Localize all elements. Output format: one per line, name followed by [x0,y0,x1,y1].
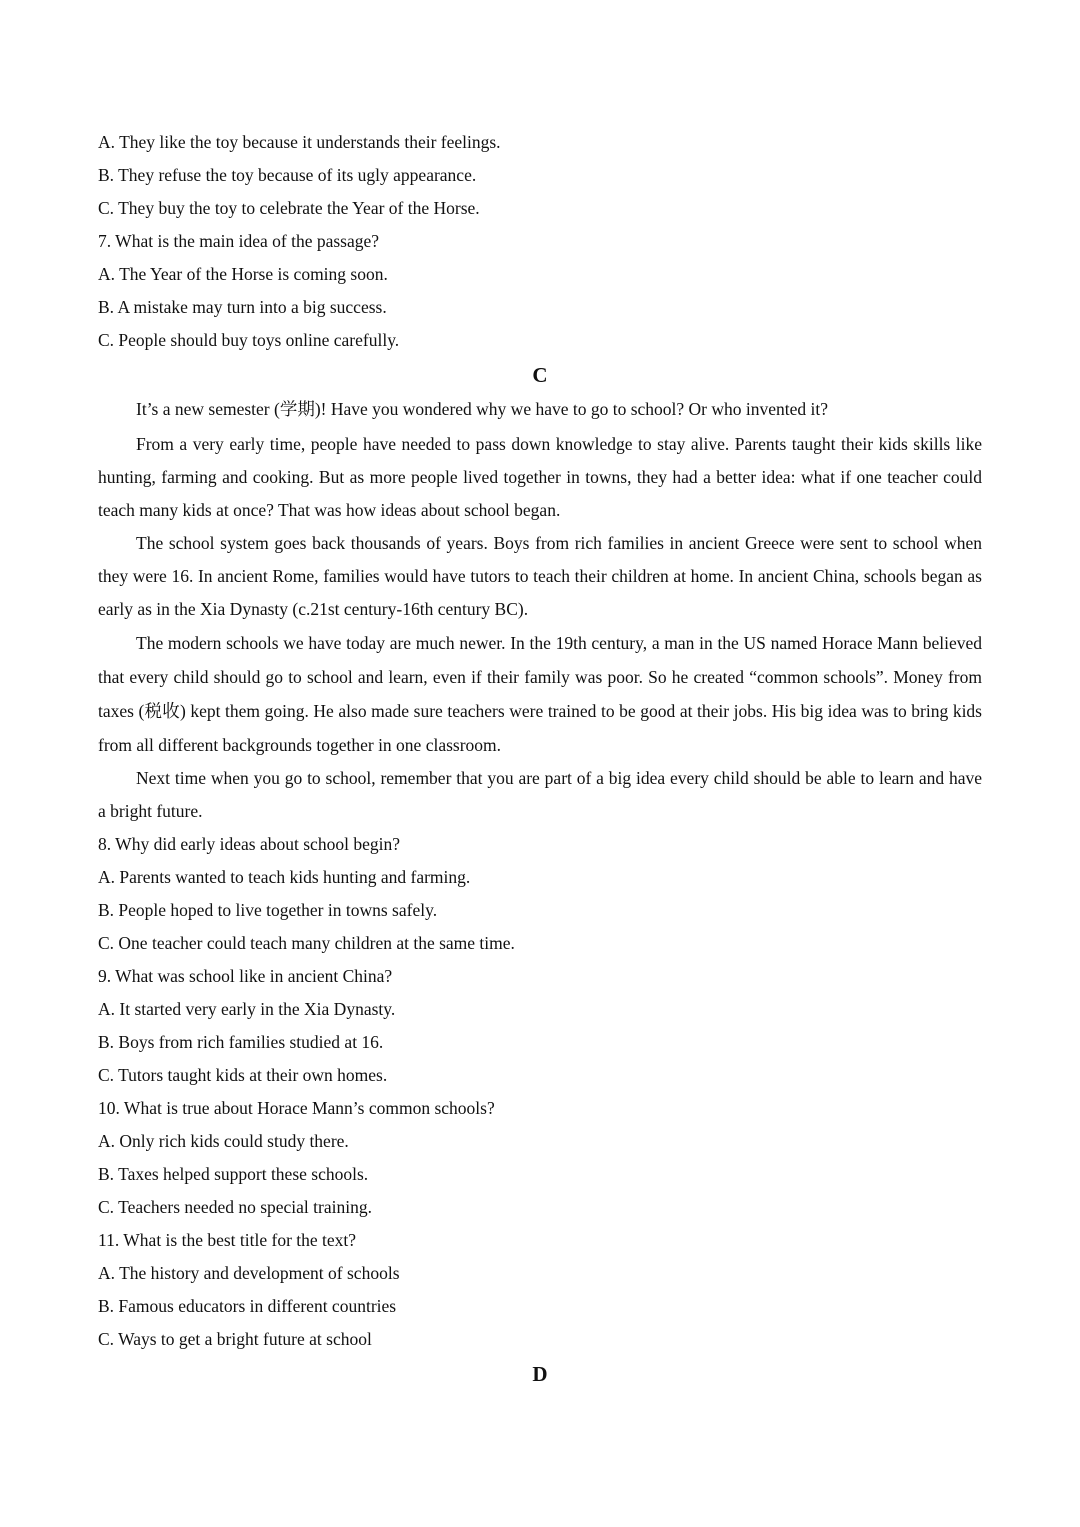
q9-option-a: A. It started very early in the Xia Dynasty. [98,999,396,1019]
q10-option-c: C. Teachers needed no special training. [98,1197,372,1217]
passage-paragraph-3: The school system goes back thousands of years. Boys from rich families in ancient Greece were sent to school when they were 16. In ancient Rome, families would have tutors to teach their children at home. In ancient China, schools began as early as in the Xia Dynasty (c.21st century-16th century BC). [98,533,982,619]
q6-option-b: B. They refuse the toy because of its ugly appearance. [98,165,477,185]
q11-option-b: B. Famous educators in different countries [98,1296,397,1316]
q11-option-a: A. The history and development of schools [98,1263,400,1283]
section-d-heading: D [532,1362,548,1386]
q7-question: 7. What is the main idea of the passage? [98,231,380,251]
q10-option-b: B. Taxes helped support these schools. [98,1164,369,1184]
q10-option-a: A. Only rich kids could study there. [98,1131,349,1151]
q11-option-c: C. Ways to get a bright future at school [98,1329,372,1349]
q8-option-c: C. One teacher could teach many children at the same time. [98,933,515,953]
passage-paragraph-1: It’s a new semester (学期)! Have you wondered why we have to go to school? Or who invented it? [136,399,829,419]
exam-page [98,126,982,1392]
q11-question: 11. What is the best title for the text? [98,1230,357,1250]
q9-question: 9. What was school like in ancient China? [98,966,393,986]
q9-option-c: C. Tutors taught kids at their own homes. [98,1065,388,1085]
q7-option-a: A. The Year of the Horse is coming soon. [98,264,388,284]
q6-option-c: C. They buy the toy to celebrate the Year of the Horse. [98,198,480,218]
passage-paragraph-5: Next time when you go to school, remember that you are part of a big idea every child should be able to learn and have a bright future. [98,768,982,821]
passage-paragraph-2: From a very early time, people have needed to pass down knowledge to stay alive. Parents taught their kids skills like hunting, farming and cooking. But as more people lived together in towns, they had a better idea: what if one teacher could teach many kids at once? That was how ideas about school began. [98,434,982,520]
q10-question: 10. What is true about Horace Mann’s common schools? [98,1098,495,1118]
q7-option-c: C. People should buy toys online carefully. [98,330,400,350]
q7-option-b: B. A mistake may turn into a big success. [98,297,387,317]
q8-question: 8. Why did early ideas about school begin? [98,834,400,854]
q6-option-a: A. They like the toy because it understands their feelings. [98,132,501,152]
section-c-heading: C [532,363,548,387]
passage-paragraph-4: The modern schools we have today are much newer. In the 19th century, a man in the US named Horace Mann believed that every child should go to school and learn, even if their family was poor. So he created “common schools”. Money from taxes (税收) kept them going. He also made sure teachers were trained to be good at their jobs. His big idea was to bring kids from all different backgrounds together in one classroom. [98,633,982,755]
q9-option-b: B. Boys from rich families studied at 16. [98,1032,384,1052]
q8-option-a: A. Parents wanted to teach kids hunting and farming. [98,867,471,887]
q8-option-b: B. People hoped to live together in towns safely. [98,900,438,920]
